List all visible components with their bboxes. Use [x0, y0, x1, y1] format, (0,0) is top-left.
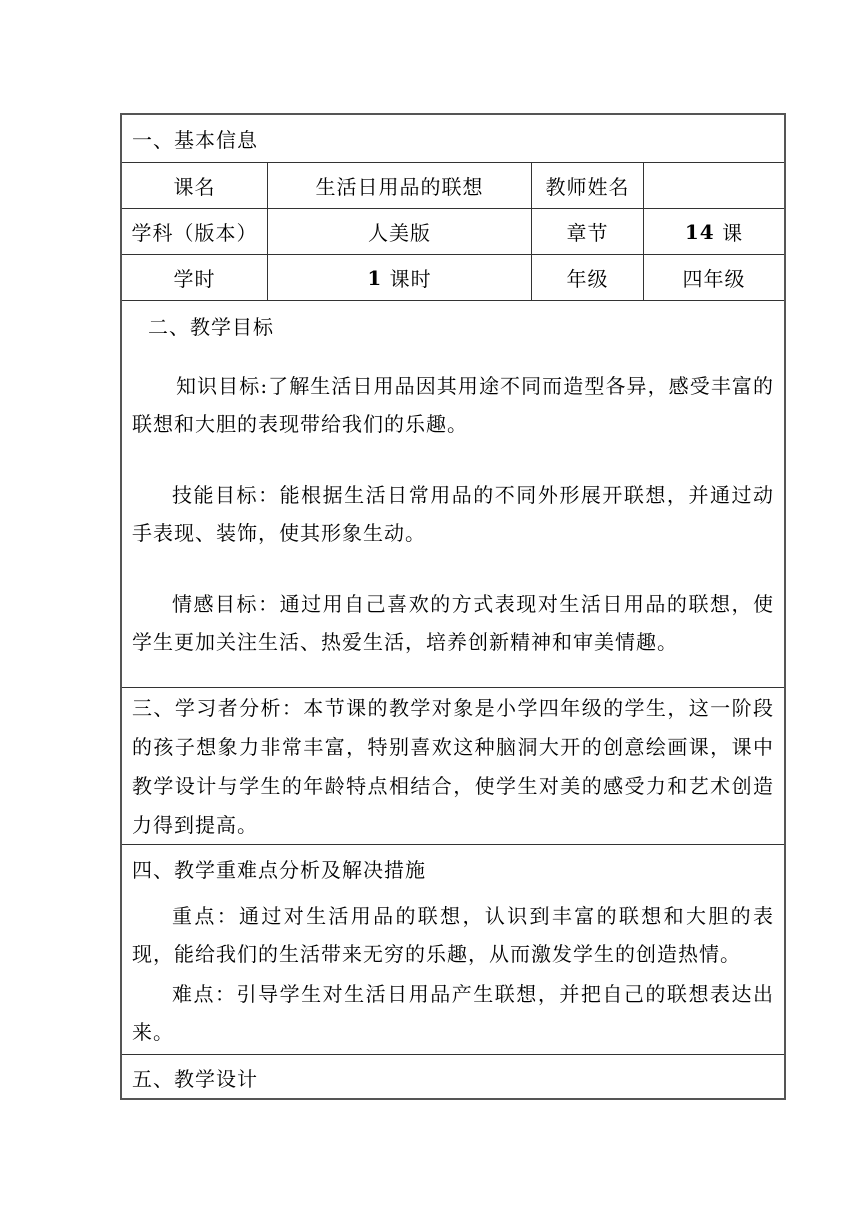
subject-label: 学科（版本） [131, 221, 258, 245]
chapter-value [643, 209, 784, 254]
hours-value [267, 255, 531, 300]
teacher-value [643, 163, 784, 208]
chapter-label: 章节 [531, 209, 643, 254]
section-keypoints-row [122, 845, 784, 1055]
section-learner-row [122, 688, 784, 845]
section-design-row [122, 1055, 784, 1099]
hours-unit: 课时 [389, 267, 432, 291]
knowledge-goal: 知识目标:了解生活日用品因其用途不同而造型各异，感受丰富的联想和大胆的表现带给我们的乐趣。 [132, 374, 774, 436]
chapter-number: 14 [684, 219, 715, 244]
section-basic-info-title: 一、基本信息 [132, 128, 258, 152]
section-goals-title: 二、教学目标 [148, 315, 274, 339]
section-goals-row [122, 301, 784, 688]
grade-label: 年级 [531, 255, 643, 300]
section-basic-info-row [122, 115, 784, 163]
subject-value: 人美版 [267, 209, 531, 254]
course-row [122, 163, 784, 209]
chapter-unit: 课 [722, 221, 744, 245]
difficult-point: 难点：引导学生对生活日用品产生联想，并把自己的联想表达出来。 [132, 982, 774, 1044]
course-label: 课名 [173, 175, 216, 199]
hours-number: 1 [367, 265, 383, 290]
subject-row [122, 209, 784, 255]
skill-goal: 技能目标：能根据生活日常用品的不同外形展开联想，并通过动手表现、装饰，使其形象生动。 [132, 483, 774, 545]
section-design-title: 五、教学设计 [132, 1066, 258, 1091]
hours-label: 学时 [173, 267, 216, 291]
key-point: 重点：通过对生活用品的联想，认识到丰富的联想和大胆的表现，能给我们的生活带来无穷的乐趣，从而激发学生的创造热情。 [132, 904, 774, 966]
teacher-label: 教师姓名 [531, 163, 643, 208]
section-keypoints-title: 四、教学重难点分析及解决措施 [132, 858, 426, 882]
learner-analysis: 三、学习者分析：本节课的教学对象是小学四年级的学生，这一阶段的孩子想象力非常丰富，特别喜欢这种脑洞大开的创意绘画课，课中教学设计与学生的年龄特点相结合，使学生对美的感受力和艺术创造力得到提高。 [132, 696, 774, 837]
lesson-plan-table [120, 113, 786, 1100]
hours-row [122, 255, 784, 301]
grade-value: 四年级 [643, 255, 784, 300]
course-value: 生活日用品的联想 [267, 163, 531, 208]
emotion-goal: 情感目标：通过用自己喜欢的方式表现对生活日用品的联想，使学生更加关注生活、热爱生活，培养创新精神和审美情趣。 [132, 592, 774, 654]
